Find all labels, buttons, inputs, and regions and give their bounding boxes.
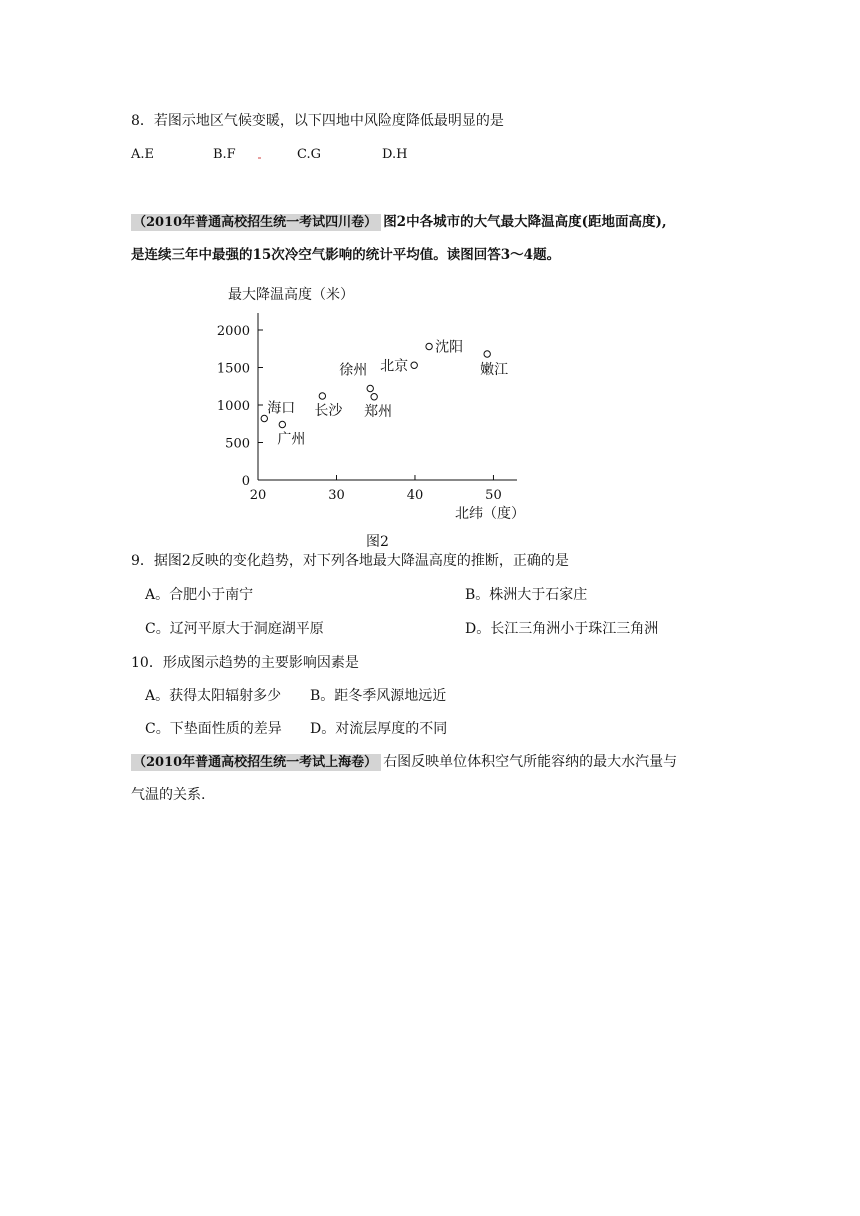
x-tick-label: 40 xyxy=(406,488,424,503)
y-tick-label: 2000 xyxy=(216,324,250,339)
sichuan-passage-text: 图2中各城市的大气最大降温高度(距地面高度), xyxy=(383,214,667,230)
y-tick-label: 1000 xyxy=(216,399,250,414)
point-label: 沈阳 xyxy=(435,339,464,356)
q10-option-b: B。距冬季风源地远近 xyxy=(310,688,447,704)
data-point xyxy=(426,343,432,349)
x-tick-label: 50 xyxy=(485,488,502,503)
q8-option-a: A.E xyxy=(131,147,155,162)
q8-option-b: B.F xyxy=(213,147,236,162)
point-label: 海口 xyxy=(267,400,296,417)
sichuan-passage-line1 xyxy=(131,212,667,233)
q10-option-a: A。获得太阳辐射多少 xyxy=(145,688,282,704)
q8-option-d: D.H xyxy=(382,147,408,162)
shanghai-passage-line2: 气温的关系. xyxy=(131,787,206,803)
point-label: 徐州 xyxy=(339,362,368,379)
shanghai-passage-line1 xyxy=(131,752,677,773)
point-label: 长沙 xyxy=(314,403,343,419)
sichuan-passage-line2: 是连续三年中最强的15次冷空气影响的统计平均值。读图回答3～4题。 xyxy=(131,247,561,263)
q10-option-c: C。下垫面性质的差异 xyxy=(145,721,282,737)
x-tick-label: 20 xyxy=(249,488,267,503)
data-point xyxy=(484,351,490,357)
q9-option-c: C。辽河平原大于洞庭湖平原 xyxy=(145,621,324,637)
source-tag-shanghai: （2010年普通高校招生统一考试上海卷） xyxy=(131,754,381,771)
data-point xyxy=(371,394,377,400)
source-tag-sichuan: （2010年普通高校招生统一考试四川卷） xyxy=(131,214,381,231)
data-point xyxy=(411,362,417,368)
point-label: 北京 xyxy=(380,358,409,375)
y-axis-label: 最大降温高度（米） xyxy=(228,287,354,303)
y-tick-label: 1500 xyxy=(216,361,250,377)
figure-caption: 图2 xyxy=(366,534,389,550)
q8-option-c: C.G xyxy=(297,147,322,162)
data-point xyxy=(319,393,325,399)
q8-stem: 8．若图示地区气候变暖，以下四地中风险度降低最明显的是 xyxy=(131,113,504,129)
x-axis-label: 北纬（度） xyxy=(455,506,525,522)
data-point xyxy=(367,385,373,391)
y-tick-label: 0 xyxy=(241,474,250,489)
point-label: 郑州 xyxy=(364,403,393,420)
y-tick-label: 500 xyxy=(225,436,250,452)
q9-option-d: D。长江三角洲小于珠江三角洲 xyxy=(465,621,659,637)
data-point xyxy=(279,421,285,427)
x-tick-label: 30 xyxy=(328,488,345,503)
q9-option-b: B。株洲大于石家庄 xyxy=(465,587,588,603)
shanghai-passage-text: 右图反映单位体积空气所能容纳的最大水汽量与 xyxy=(383,754,678,770)
q9-option-a: A。合肥小于南宁 xyxy=(145,587,254,603)
scatter-chart xyxy=(0,280,860,580)
stray-mark xyxy=(258,157,261,159)
q10-option-d: D。对流层厚度的不同 xyxy=(310,721,448,737)
point-label: 广州 xyxy=(277,431,306,448)
q9-stem: 9．据图2反映的变化趋势，对下列各地最大降温高度的推断，正确的是 xyxy=(131,553,569,569)
point-label: 嫩江 xyxy=(480,362,509,378)
q10-stem: 10．形成图示趋势的主要影响因素是 xyxy=(131,655,359,671)
